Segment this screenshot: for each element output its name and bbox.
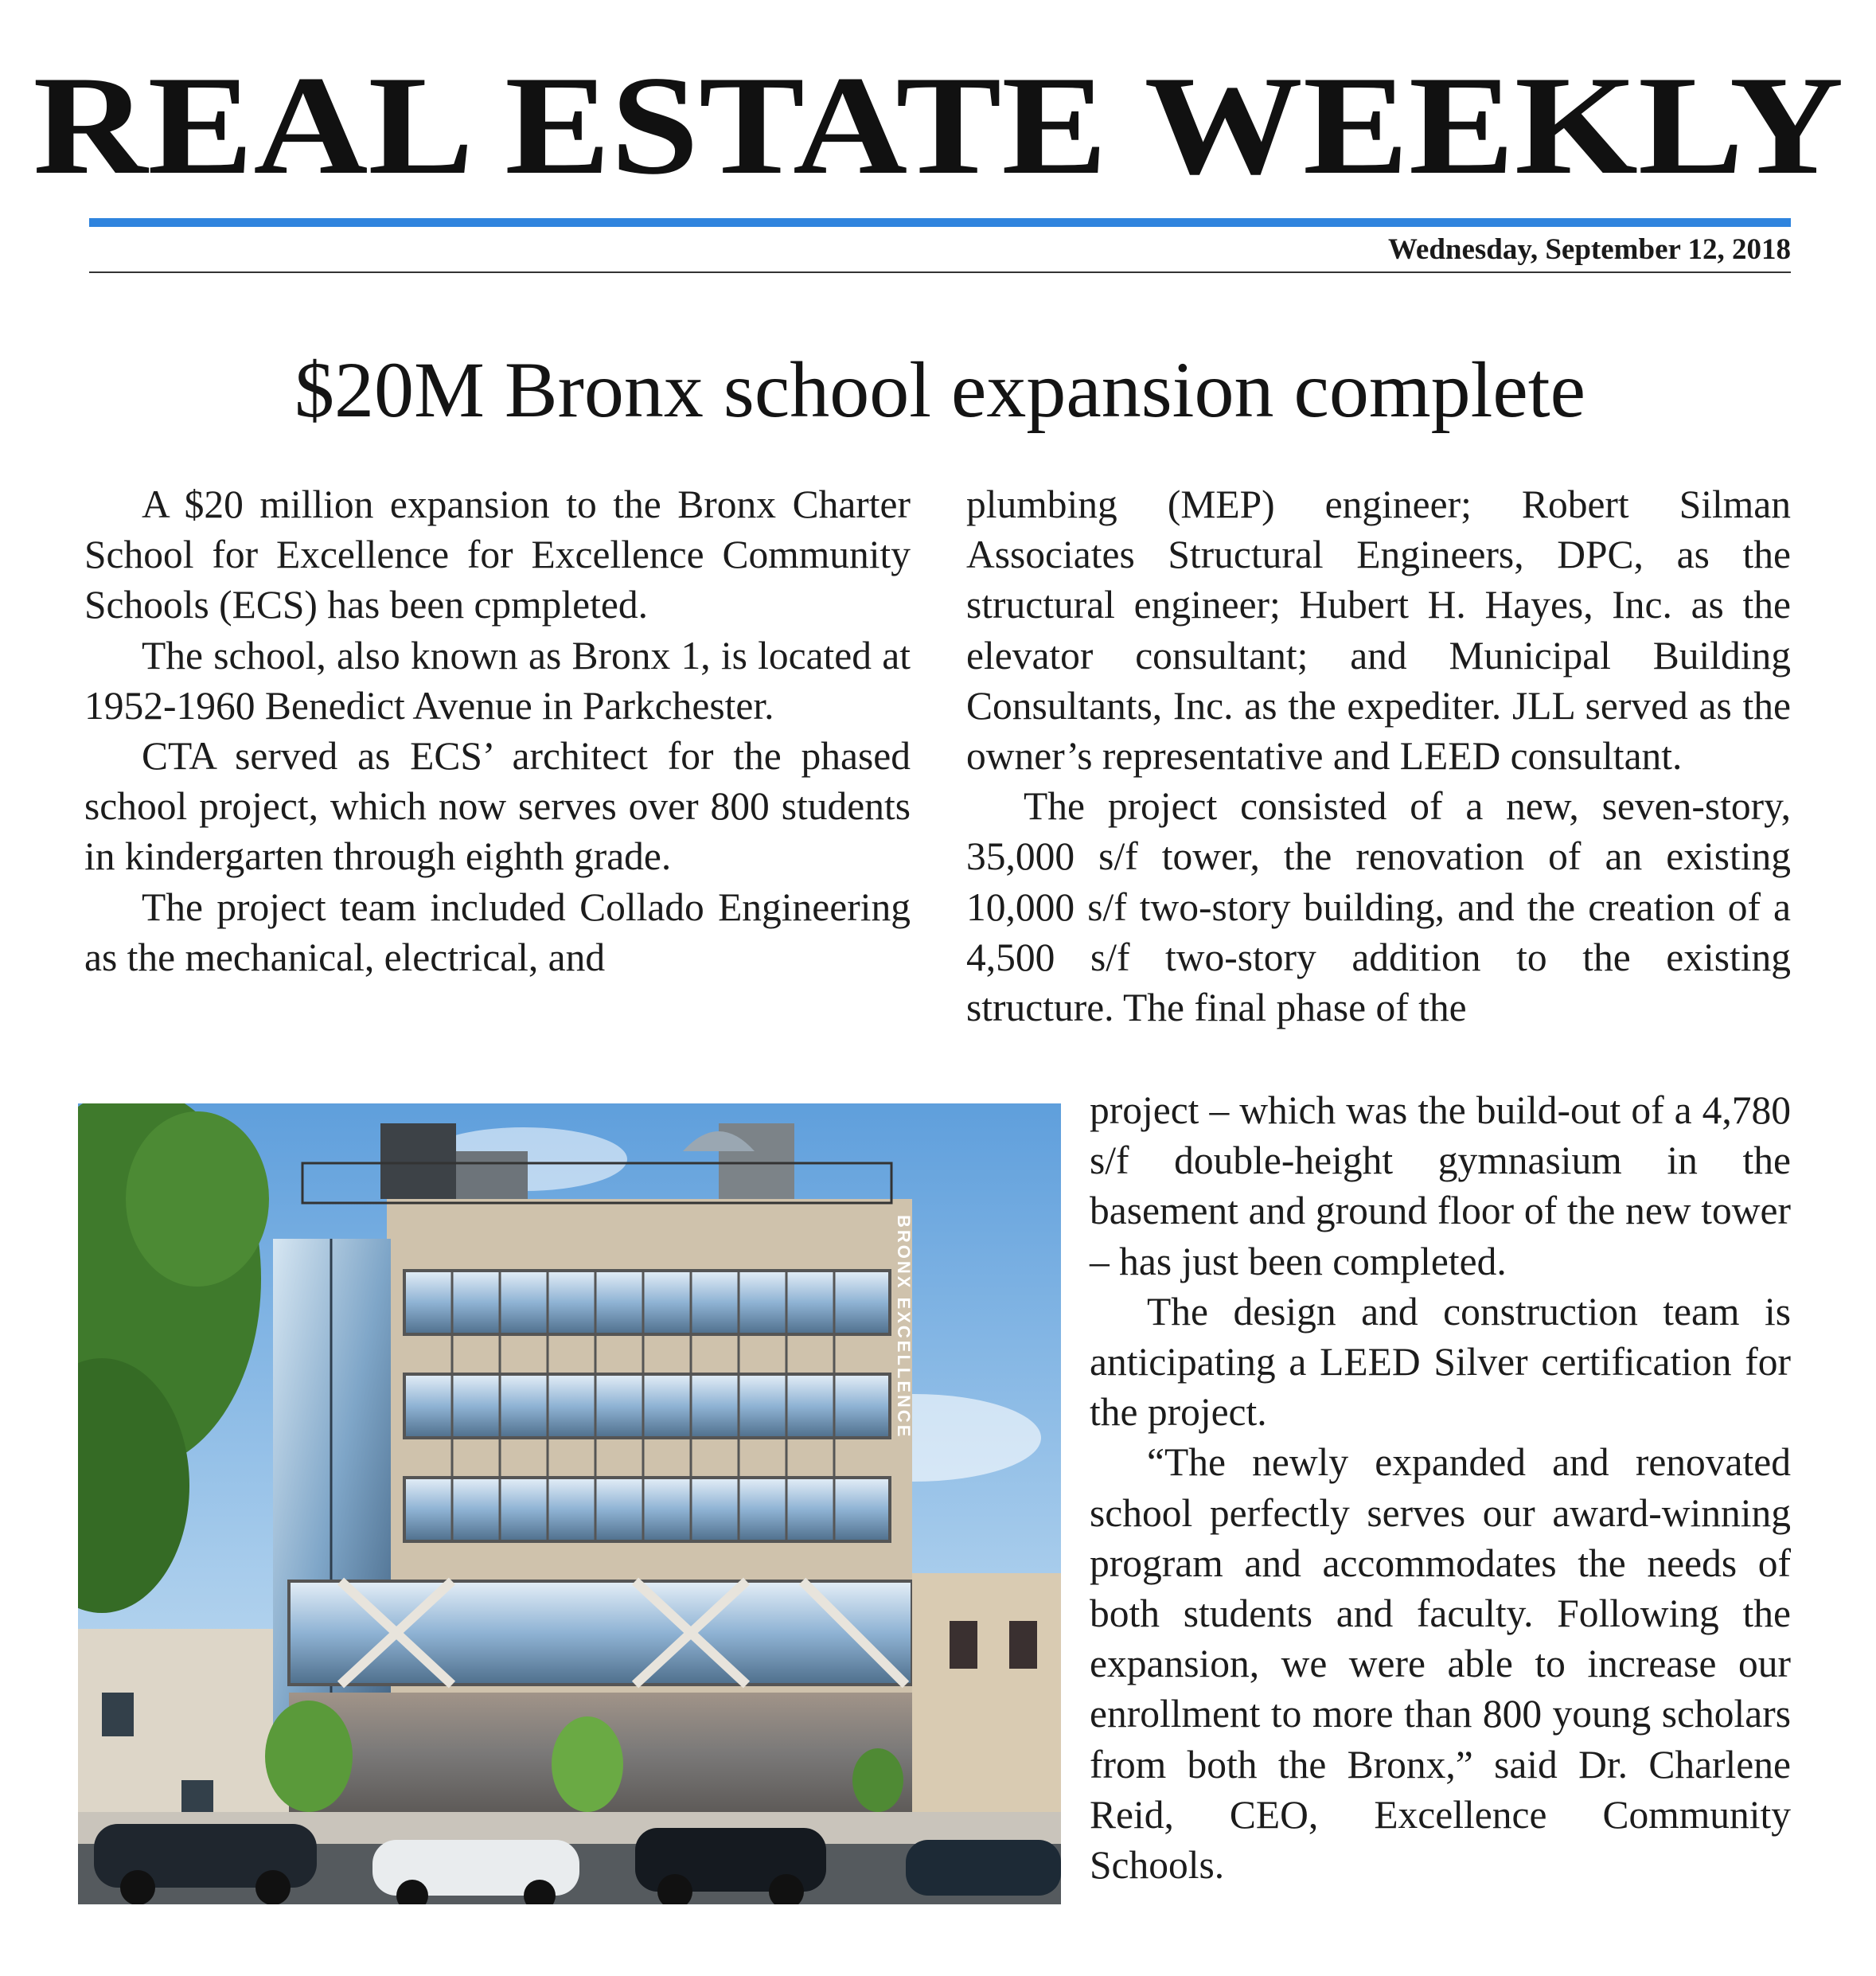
article-quote: “The newly expanded and renovated school perfectly serves our award-winning program and accommodates the needs of both students and faculty. Following the expansion, we were able to increase our enrollment to more than 800 young scholars from both the Bronx,” said Dr. Charlene Reid, CEO, Excellence Community Schools. [1090, 1440, 1791, 1888]
article-column-left [84, 479, 911, 982]
article-paragraph: CTA served as ECS’ architect for the phased school project, which now serves over 800 students in kindergarten through eighth grade. [84, 734, 911, 879]
article-paragraph: plumbing (MEP) engineer; Robert Silman Associates Structural Engineers, DPC, as the structural engineer; Hubert H. Hayes, Inc. as the elevator consultant; and Municipal Building Consultants, Inc. as the expediter. JLL served as the owner’s representative and LEED consultant. [966, 482, 1791, 779]
issue-date: Wednesday, September 12, 2018 [1387, 233, 1791, 266]
article-paragraph: The project team included Collado Engineering as the mechanical, electrical, and [84, 885, 911, 979]
article-paragraph: The project consisted of a new, seven-story, 35,000 s/f tower, the renovation of an existing 10,000 s/f two-story building, and the creation of a 4,500 s/f two-story addition to the existing structure. The final phase of the [966, 784, 1791, 1030]
article-paragraph: The design and construction team is anticipating a LEED Silver certification for the project. [1090, 1289, 1791, 1435]
date-divider [89, 271, 1791, 273]
article-paragraph: The school, also known as Bronx 1, is located at 1952-1960 Benedict Avenue in Parkchester. [84, 633, 911, 728]
article-column-right-top [966, 479, 1791, 1033]
article-headline: $20M Bronx school expansion complete [294, 346, 1585, 434]
article-column-right-bottom [1090, 1085, 1791, 1890]
masthead-title: REAL ESTATE WEEKLY [33, 46, 1844, 204]
article-paragraph: project – which was the build-out of a 4,780 s/f double-height gymnasium in the basement and ground floor of the new tower – has just been completed. [1090, 1088, 1791, 1283]
masthead-accent-rule [89, 218, 1791, 227]
building-sign: BRONX EXCELLENCE [894, 1215, 914, 1439]
school-building-photo [78, 1103, 1061, 1904]
article-paragraph: A $20 million expansion to the Bronx Charter School for Excellence for Excellence Community Schools (ECS) has been cpmpleted. [84, 482, 911, 627]
